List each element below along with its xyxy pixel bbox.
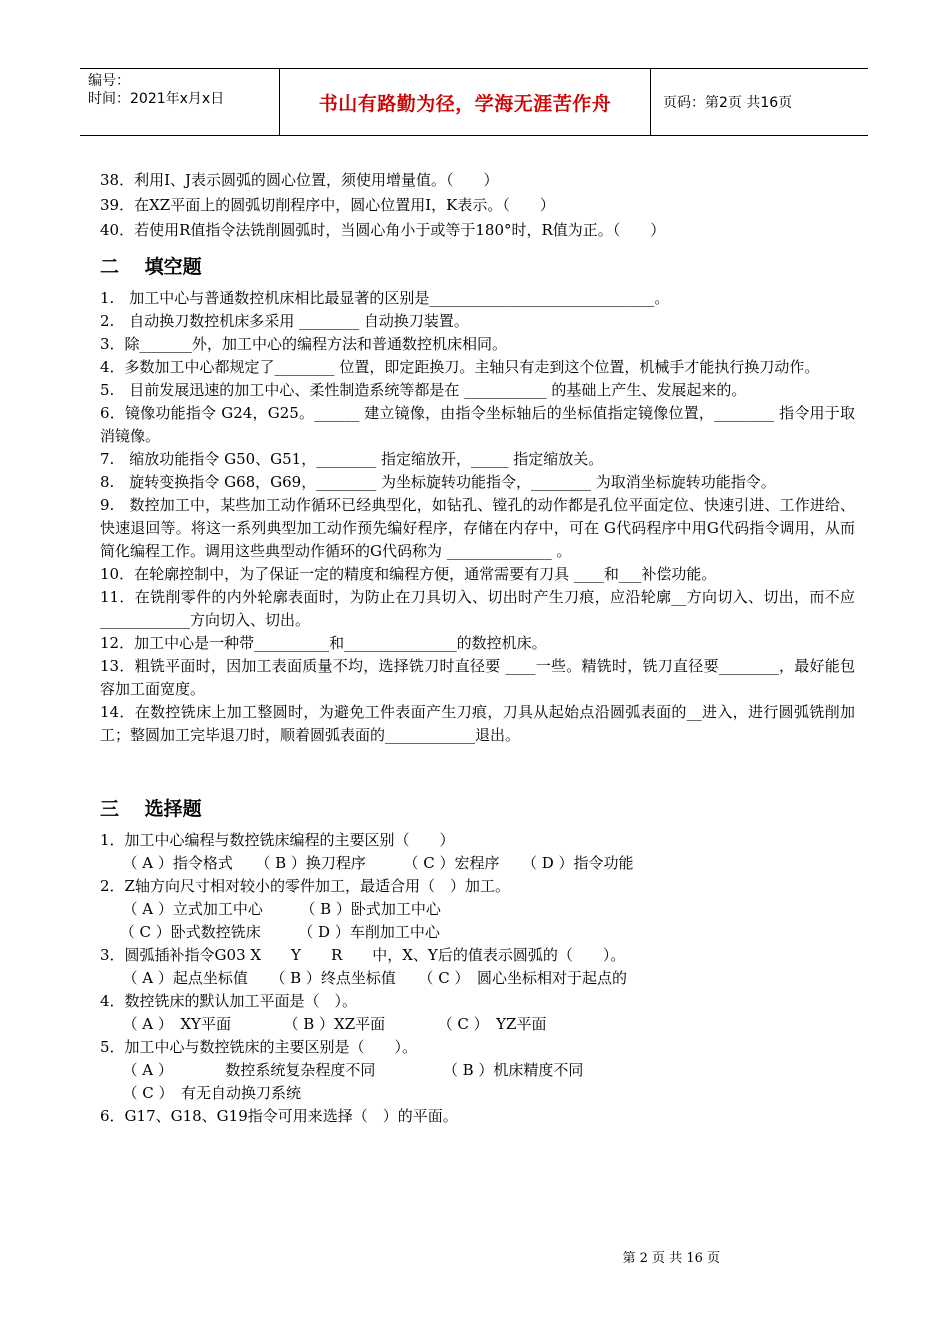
header-motto: 书山有路勤为径，学海无涯苦作舟 [280, 69, 651, 135]
fill-in-item: 9. 数控加工中，某些加工动作循环已经典型化，如钻孔、镗孔的动作都是孔位平面定位、快速引进、工作进给、快速退回等。将这一系列典型加工动作预先编好程序，存储在内存中，可在 G代码程序中用G代码指令调用，从而简化编程工作。调用这些典型动作循环的G代码称为 ______________ 。 [100, 496, 855, 560]
page-header [80, 68, 868, 136]
true-false-list [100, 168, 855, 243]
true-false-item: 39．在XZ平面上的圆弧切削程序中，圆心位置用I，K表示。（ ） [100, 196, 555, 214]
choice-line: 4．数控铣床的默认加工平面是（ ）。 [100, 992, 358, 1010]
choice-line: 2．Z轴方向尺寸相对较小的零件加工，最适合用（ ）加工。 [100, 877, 510, 895]
document-time-label: 时间：2021年x月x日 [88, 91, 225, 107]
fill-in-item: 6．镜像功能指令 G24，G25。______ 建立镜像，由指令坐标轴后的坐标值指定镜像位置，________ 指令用于取消镜像。 [100, 404, 855, 445]
header-meta [80, 69, 280, 135]
choice-line: （ A ） 数控系统复杂程度不同 （ B ）机床精度不同 [100, 1061, 584, 1079]
fill-in-item: 14．在数控铣床上加工整圆时，为避免工件表面产生刀痕，刀具从起始点沿圆弧表面的__进入，进行圆弧铣削加工；整圆加工完毕退刀时，顺着圆弧表面的____________退出。 [100, 703, 855, 744]
page-footer [0, 1247, 950, 1266]
section-title-multiple-choice: 三 选择题 [100, 798, 202, 820]
choice-line: （ A ）起点坐标值 （ B ）终点坐标值 （ C ） 圆心坐标相对于起点的 [100, 969, 627, 987]
fill-in-item: 13．粗铣平面时，因加工表面质量不均，选择铣刀时直径要 ____一些。精铣时，铣刀直径要________，最好能包容加工面宽度。 [100, 657, 855, 698]
document-number-label: 编号： [88, 73, 130, 89]
choice-line: （ A ） XY平面 （ B ）XZ平面 （ C ） YZ平面 [100, 1015, 547, 1033]
choice-line: （ C ） 有无自动换刀系统 [100, 1084, 302, 1102]
header-page-label: 页码：第2页 共16页 [663, 95, 793, 111]
fill-in-item: 7. 缩放功能指令 G50、G51，________ 指定缩放开，_____ 指定缩放关。 [100, 450, 604, 468]
choice-line: 1．加工中心编程与数控铣床编程的主要区别（ ） [100, 831, 455, 849]
fill-in-item: 3．除_______外，加工中心的编程方法和普通数控机床相同。 [100, 335, 508, 353]
true-false-item: 40．若使用R值指令法铣削圆弧时，当圆心角小于或等于180°时，R值为正。（ ） [100, 221, 666, 239]
fill-in-item: 8. 旋转变换指令 G68，G69，________ 为坐标旋转功能指令，________ 为取消坐标旋转功能指令。 [100, 473, 776, 491]
true-false-item: 38．利用I、J表示圆弧的圆心位置，须使用增量值。（ ） [100, 171, 499, 189]
choice-line: （ A ）立式加工中心 （ B ）卧式加工中心 [100, 900, 441, 918]
choice-line: 3．圆弧插补指令G03 X Y R 中，X、Y后的值表示圆弧的（ ）。 [100, 946, 626, 964]
fill-in-item: 12．加工中心是一种带__________和_______________的数控机床。 [100, 634, 547, 652]
choice-line: （ C ）卧式数控铣床 （ D ）车削加工中心 [100, 923, 440, 941]
document-body [100, 168, 855, 1128]
choice-line: （ A ）指令格式 （ B ）换刀程序 （ C ）宏程序 （ D ）指令功能 [100, 854, 634, 872]
fill-in-item: 2. 自动换刀数控机床多采用 ________ 自动换刀装置。 [100, 312, 469, 330]
fill-in-list [100, 287, 855, 747]
section-title-fill-in: 二 填空题 [100, 256, 202, 278]
choice-line: 6．G17、G18、G19指令可用来选择（ ）的平面。 [100, 1107, 458, 1125]
fill-in-item: 10．在轮廓控制中，为了保证一定的精度和编程方便，通常需要有刀具 ____和___补偿功能。 [100, 565, 717, 583]
footer-page-number: 第 2 页 共 16 页 [622, 1251, 720, 1266]
fill-in-item: 5. 目前发展迅速的加工中心、柔性制造系统等都是在 ___________ 的基础上产生、发展起来的。 [100, 381, 747, 399]
fill-in-item: 11．在铣削零件的内外轮廓表面时，为防止在刀具切入、切出时产生刀痕，应沿轮廓__方向切入、切出，而不应____________方向切入、切出。 [100, 588, 855, 629]
fill-in-item: 1. 加工中心与普通数控机床相比最显著的区别是______________________________。 [100, 289, 670, 307]
multiple-choice-list [100, 829, 855, 1128]
choice-line: 5．加工中心与数控铣床的主要区别是（ ）。 [100, 1038, 418, 1056]
fill-in-item: 4．多数加工中心都规定了________ 位置，即定距换刀。主轴只有走到这个位置，机械手才能执行换刀动作。 [100, 358, 820, 376]
